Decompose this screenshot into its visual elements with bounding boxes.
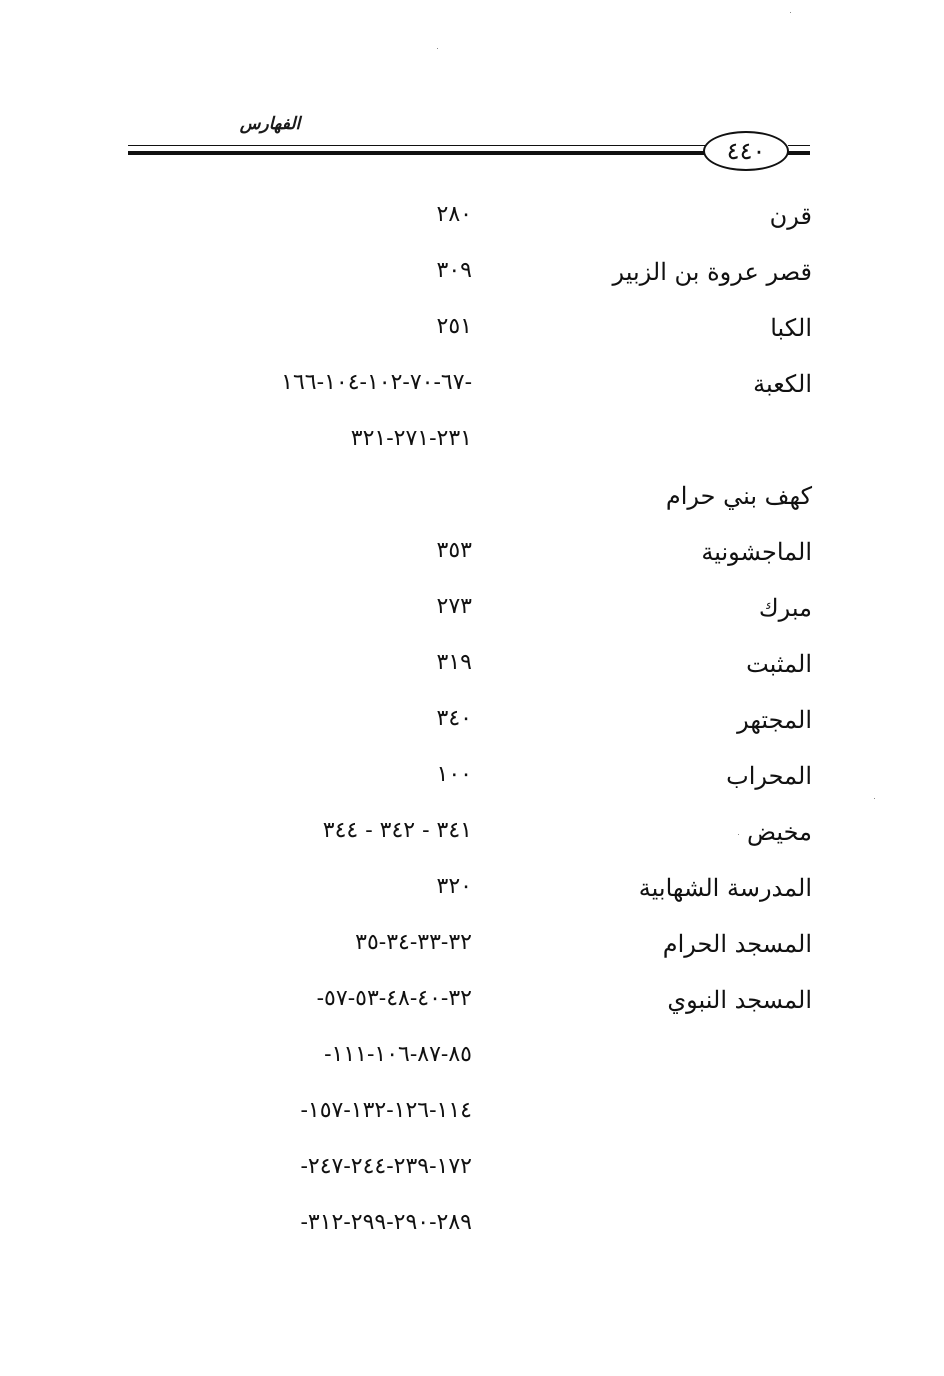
index-entry (180, 356, 812, 412)
page-references: ٣٢-٣٣-٣٤-٣٥ (355, 930, 472, 955)
page-references: ٣١٩ (436, 650, 472, 675)
scan-speck (437, 48, 438, 49)
index-entry (180, 580, 812, 636)
place-name: المسجد النبوي (667, 986, 812, 1014)
place-name: كهف بني حرام (665, 482, 812, 510)
index-entry-continuation (180, 1196, 812, 1252)
index-entry (180, 916, 812, 972)
index-entry (180, 748, 812, 804)
place-name: الماجشونية (701, 538, 812, 566)
index-entry (180, 972, 812, 1028)
index-entry (180, 188, 812, 244)
page-references: ١٠٠ (436, 762, 472, 787)
section-title: الفهارس (239, 114, 301, 134)
page-references: ٢٨٠ (436, 202, 472, 227)
page-references: ٣٤١ - ٣٤٢ - ٣٤٤ (322, 818, 472, 843)
place-name: مخيض (747, 818, 812, 846)
place-name: المدرسة الشهابية (638, 874, 812, 902)
header-rule-thin (128, 145, 706, 146)
index-entry (180, 804, 812, 860)
page-references: ٣٥٣ (436, 538, 472, 563)
place-name: المحراب (726, 762, 812, 790)
page-references: ٢٥١ (436, 314, 472, 339)
page-references: -٦٧-٧٠-١٠٢-١٠٤-١٦٦ (281, 370, 472, 395)
page-references: ٢٧٣ (436, 594, 472, 619)
index-entry (180, 244, 812, 300)
scan-speck (738, 834, 739, 835)
index-entry-continuation (180, 1140, 812, 1196)
header-rule-right-thin (788, 145, 810, 146)
index-entry-continuation (180, 412, 812, 468)
page-references: ٣٤٠ (436, 706, 472, 731)
header-rule-right-thick (788, 151, 810, 155)
place-name: المجتهر (737, 706, 812, 734)
index-entry (180, 860, 812, 916)
index-entry (180, 300, 812, 356)
page-references: ٣٢٠ (436, 874, 472, 899)
place-name: قصر عروة بن الزبير (612, 258, 812, 286)
index-entry (180, 636, 812, 692)
index-entry (180, 468, 812, 524)
place-name: قرن (769, 202, 812, 230)
page-references: ١٧٢-٢٣٩-٢٤٤-٢٤٧- (300, 1154, 472, 1179)
page-number-badge (703, 131, 789, 171)
index-entry (180, 692, 812, 748)
place-name: الكبا (770, 314, 812, 342)
page-number: ٤٤٠ (726, 137, 766, 165)
page-references: ٣٠٩ (436, 258, 472, 283)
place-name: الكعبة (753, 370, 812, 398)
place-name: المسجد الحرام (662, 930, 812, 958)
index-entry-continuation (180, 1084, 812, 1140)
page-references: ٣٢-٤٠-٤٨-٥٣-٥٧- (316, 986, 472, 1011)
page-references: ٢٣١-٢٧١-٣٢١ (350, 426, 472, 451)
page-references: ٢٨٩-٢٩٠-٢٩٩-٣١٢- (300, 1210, 472, 1235)
scan-speck (790, 12, 791, 13)
index-list (180, 188, 812, 1252)
index-entry-continuation (180, 1028, 812, 1084)
header-rule-thick (128, 151, 706, 155)
scan-speck (874, 798, 875, 799)
page-references: ٨٥-٨٧-١٠٦-١١١- (324, 1042, 472, 1067)
place-name: المثبت (746, 650, 812, 678)
index-entry (180, 524, 812, 580)
page-references: ١١٤-١٢٦-١٣٢-١٥٧- (300, 1098, 472, 1123)
place-name: مبرك (758, 594, 812, 622)
